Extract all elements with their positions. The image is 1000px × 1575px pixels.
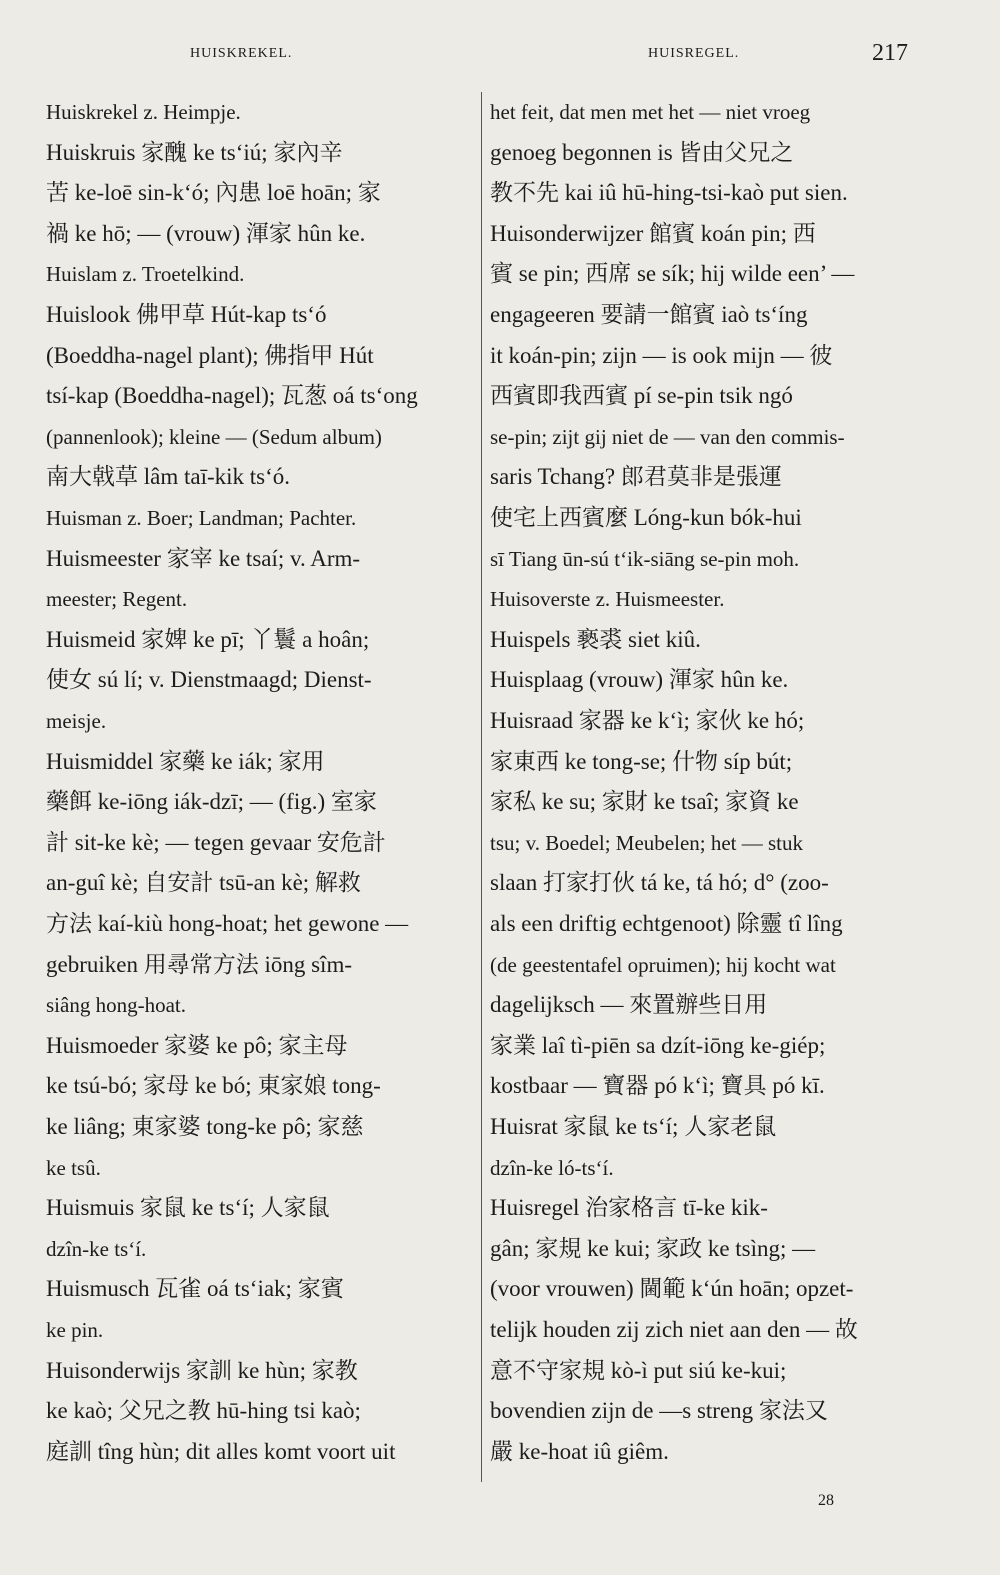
dictionary-line: Huismoeder 家婆 ke pô; 家主母 — [46, 1032, 348, 1058]
dictionary-line: 西賓即我西賓 pí se-pin tsik ngó — [490, 383, 793, 409]
dictionary-line: als een driftig echtgenoot) 除靈 tî lîng — [490, 911, 843, 936]
dictionary-line: Huispels 褻裘 siet kiû. — [490, 626, 701, 652]
dictionary-line: Huislam z. Troetelkind. — [46, 262, 245, 287]
dictionary-line: gân; 家規 ke kui; 家政 ke tsìng; — — [490, 1235, 816, 1261]
dictionary-line: 計 sit-ke kè; — tegen gevaar 安危計 — [46, 829, 386, 855]
dictionary-line: Huisregel 治家格言 tī-ke kik- — [490, 1195, 768, 1221]
dictionary-line: telijk houden zij zich niet aan den — 故 — [490, 1317, 858, 1342]
dictionary-line: 使宅上西賓麼 Lóng-kun bók-hui — [490, 505, 802, 530]
dictionary-line: kostbaar — 寶器 pó k‘ì; 寶具 pó kī. — [490, 1073, 825, 1099]
dictionary-line: Huiskrekel z. Heimpje. — [46, 100, 241, 124]
dictionary-line: tsu; v. Boedel; Meubelen; het — stuk — [490, 830, 804, 855]
dictionary-line: (pannenlook); kleine — (Sedum album) — [46, 424, 382, 449]
dictionary-line: ke tsû. — [46, 1155, 101, 1180]
dictionary-line: dagelijksch — 來置辦些日用 — [490, 992, 768, 1018]
dictionary-line: meester; Regent. — [46, 587, 188, 612]
dictionary-line: tsí-kap (Boeddha-nagel); 瓦葱 oá ts‘ong — [46, 383, 418, 409]
running-header-right: HUISREGEL. — [648, 46, 740, 61]
dictionary-line: 家東西 ke tong-se; 什物 síp bút; — [490, 748, 793, 774]
dictionary-line: Huismeester 家宰 ke tsaí; v. Arm- — [46, 545, 361, 571]
dictionary-line: Huisoverste z. Huismeester. — [490, 587, 725, 612]
dictionary-line: Huismeid 家婢 ke pī; 丫鬟 a hoân; — [46, 626, 370, 652]
dictionary-line: 家業 laî tì-piēn sa dzít-iōng ke-giép; — [490, 1032, 826, 1058]
dictionary-line: engageeren 要請一館賓 iaò ts‘íng — [490, 302, 808, 327]
dictionary-line: an-guî kè; 自安計 tsū-an kè; 解救 — [46, 870, 361, 896]
dictionary-line: ke liâng; 東家婆 tong-ke pô; 家慈 — [46, 1114, 364, 1139]
dictionary-line: ke tsú-bó; 家母 ke bó; 東家娘 tong- — [46, 1073, 381, 1099]
dictionary-line: siâng hong-hoat. — [46, 993, 186, 1018]
dictionary-line: 禍 ke hō; — (vrouw) 渾家 hûn ke. — [46, 220, 366, 246]
dictionary-line: 庭訓 tîng hùn; dit alles komt voort uit — [46, 1438, 396, 1464]
dictionary-line: genoeg begonnen is 皆由父兄之 — [490, 139, 794, 165]
dictionary-line: 苦 ke-loē sin-k‘ó; 內患 loē hoān; 家 — [46, 180, 381, 206]
dictionary-line: 藥餌 ke-iōng iák-dzī; — (fig.) 室家 — [46, 789, 377, 815]
dictionary-line: 賓 se pin; 西席 se sík; hij wilde een’ — — [490, 261, 855, 287]
dictionary-line: 方法 kaí-kiù hong-hoat; het gewone — — [46, 911, 409, 936]
dictionary-line: Huismiddel 家藥 ke iák; 家用 — [46, 748, 325, 774]
dictionary-line: bovendien zijn de —s streng 家法又 — [490, 1398, 828, 1424]
column-divider — [481, 92, 482, 1482]
dictionary-line: (de geestentafel opruimen); hij kocht wat — [490, 952, 836, 977]
dictionary-line: (Boeddha-nagel plant); 佛指甲 Hút — [46, 342, 374, 368]
dictionary-line: (voor vrouwen) 閫範 k‘ún hoān; opzet- — [490, 1276, 854, 1302]
dictionary-line: Huisonderwijs 家訓 ke hùn; 家教 — [46, 1357, 358, 1383]
dictionary-line: Huisonderwijzer 館賓 koán pin; 西 — [490, 220, 816, 246]
dictionary-line: 意不守家規 kò-ì put siú ke-kui; — [490, 1357, 787, 1383]
dictionary-line: Huisrat 家鼠 ke ts‘í; 人家老鼠 — [490, 1114, 777, 1139]
dictionary-line: 南大戟草 lâm taī-kik ts‘ó. — [46, 464, 291, 490]
running-header-left: HUISKREKEL. — [190, 46, 293, 61]
dictionary-line: Huislook 佛甲草 Hút-kap ts‘ó — [46, 302, 327, 327]
dictionary-line: Huisraad 家器 ke k‘ì; 家伙 ke hó; — [490, 708, 805, 733]
dictionary-line: Huiskruis 家醜 ke ts‘iú; 家內辛 — [46, 139, 343, 165]
dictionary-line: Huismusch 瓦雀 oá ts‘iak; 家賓 — [46, 1276, 344, 1302]
dictionary-line: ke kaò; 父兄之教 hū-hing tsi kaò; — [46, 1398, 361, 1424]
dictionary-line: Huismuis 家鼠 ke ts‘í; 人家鼠 — [46, 1195, 330, 1221]
dictionary-line: 嚴 ke-hoat iû giêm. — [490, 1438, 669, 1464]
dictionary-line: Huisplaag (vrouw) 渾家 hûn ke. — [490, 667, 789, 693]
dictionary-line: 使女 sú lí; v. Dienstmaagd; Dienst- — [46, 667, 372, 693]
signature-number: 28 — [818, 1492, 834, 1509]
dictionary-line: slaan 打家打伙 tá ke, tá hó; d° (zoo- — [490, 870, 829, 896]
page-number: 217 — [872, 40, 908, 66]
dictionary-line: gebruiken 用尋常方法 iōng sîm- — [46, 951, 352, 977]
dictionary-line: 家私 ke su; 家財 ke tsaî; 家資 ke — [490, 789, 799, 815]
dictionary-line: sī Tiang ūn-sú t‘ik-siāng se-pin moh. — [490, 546, 800, 571]
dictionary-line: 教不先 kai iû hū-hing-tsi-kaò put sien. — [490, 180, 848, 206]
dictionary-line: het feit, dat men met het — niet vroeg — [490, 100, 811, 124]
dictionary-line: dzîn-ke ló-ts‘í. — [490, 1155, 614, 1180]
dictionary-line: saris Tchang? 郎君莫非是張運 — [490, 464, 782, 490]
dictionary-line: meisje. — [46, 709, 107, 733]
dictionary-line: Huisman z. Boer; Landman; Pachter. — [46, 506, 357, 530]
dictionary-line: ke pin. — [46, 1318, 104, 1342]
dictionary-line: dzîn-ke ts‘í. — [46, 1236, 147, 1261]
dictionary-line: it koán-pin; zijn — is ook mijn — 彼 — [490, 342, 833, 368]
dictionary-line: se-pin; zijt gij niet de — van den commis- — [490, 424, 845, 449]
